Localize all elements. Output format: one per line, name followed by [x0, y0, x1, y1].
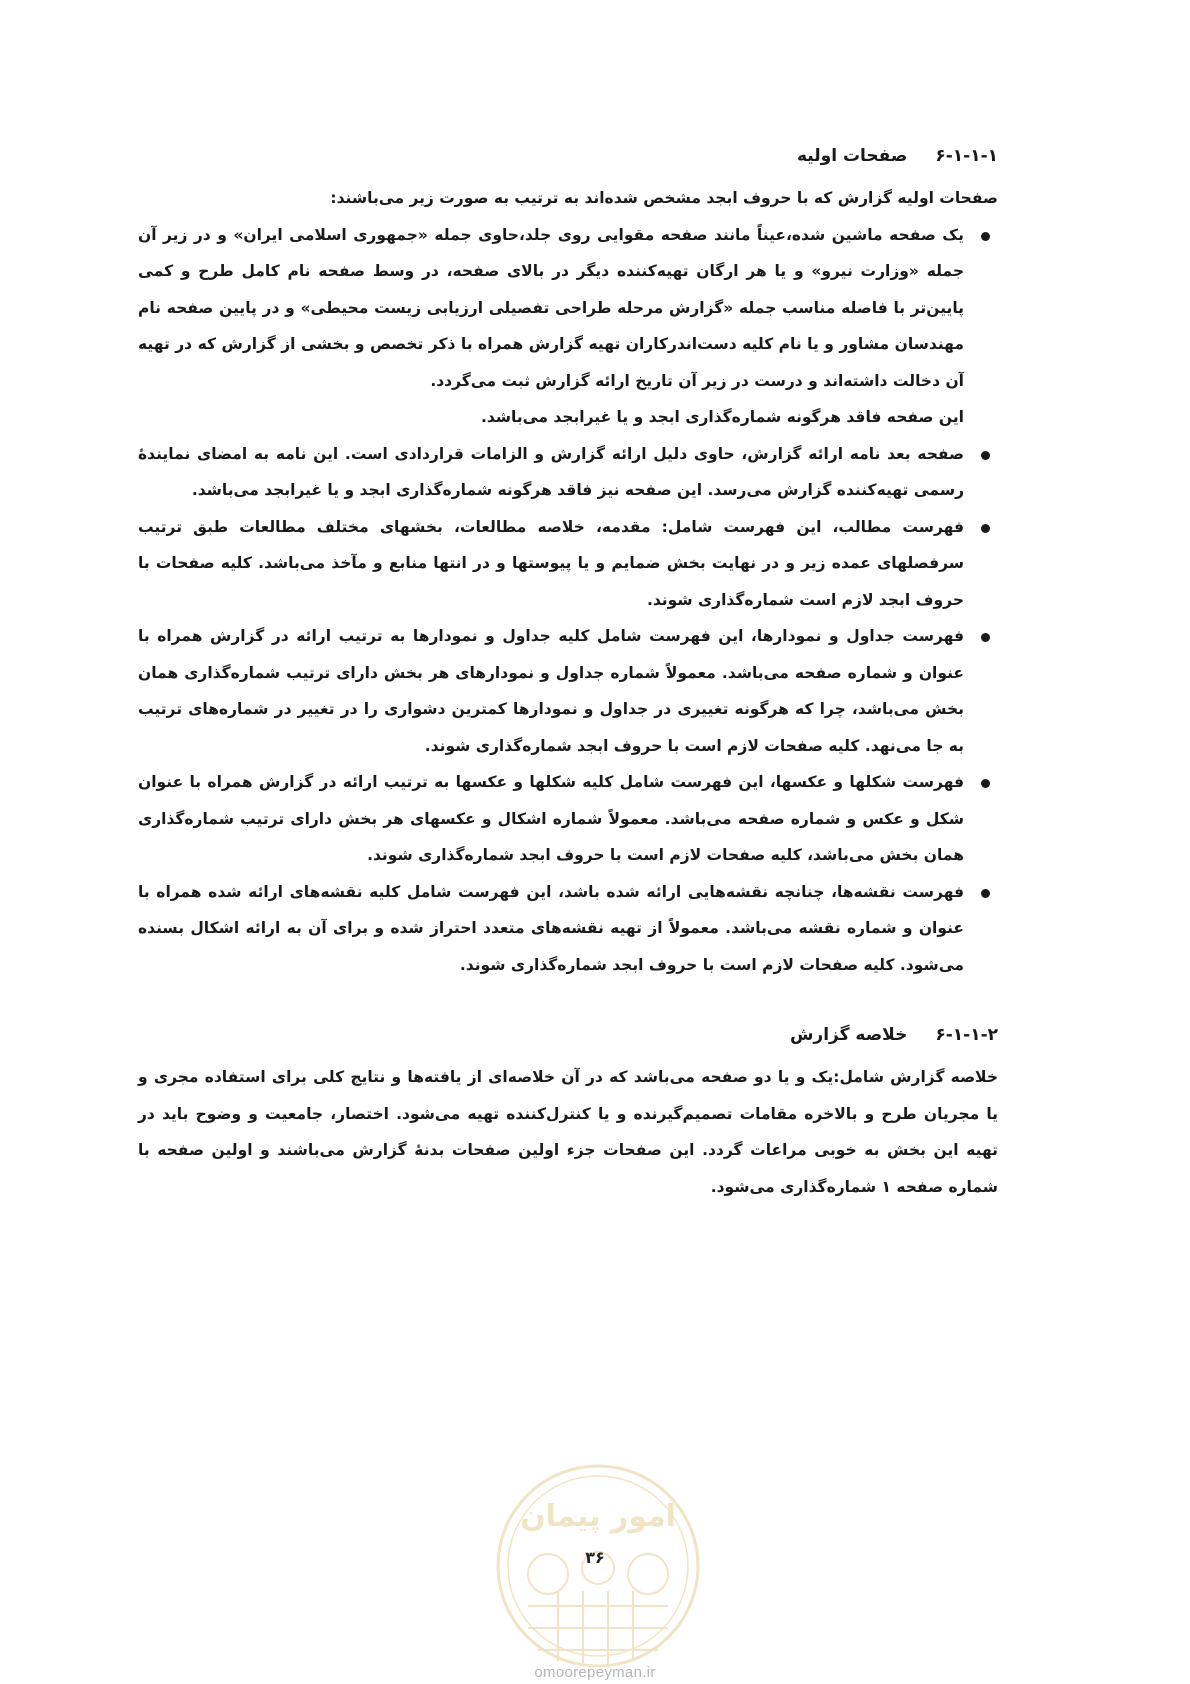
section-title: صفحات اولیه — [797, 146, 908, 166]
list-item-text: فهرست مطالب، این فهرست شامل: مقدمه، خلاصه مطالعات، بخشهای مختلف مطالعات طبق ترتیب سرفصلهای عمده زیر و در نهایت بخش ضمایم و یا پیوستها و در انتها منابع و مآخذ می‌باشد. کلیه صفحات با حروف ابجد لازم است شماره‌گذاری شوند. — [138, 517, 964, 609]
section-number: ۶-۱-۱-۲ — [935, 1025, 998, 1045]
section-heading-summary — [138, 1025, 998, 1045]
list-item-text: فهرست نقشه‌ها، چنانچه نقشه‌هایی ارائه شده باشد، این فهرست شامل کلیه نقشه‌های ارائه شده همراه با عنوان و شماره نقشه می‌باشد. معمولاً از تهیه نقشه‌های متعدد احتراز شده و برای آن به ارائه اشکال بسنده می‌شود. کلیه صفحات لازم است با حروف ابجد شماره‌گذاری شوند. — [138, 882, 964, 974]
list-item — [138, 217, 998, 436]
list-item — [138, 436, 998, 509]
list-item — [138, 509, 998, 619]
bullet-icon — [981, 524, 990, 533]
section-title: خلاصه گزارش — [789, 1025, 908, 1045]
page-number: ۳۶ — [585, 1548, 605, 1567]
list-item — [138, 874, 998, 984]
list-item-text: یک صفحه ماشین شده،عیناً مانند صفحه مقوایی روی جلد،حاوی جمله «جمهوری اسلامی ایران» و در زیر آن جمله «وزارت نیرو» و یا هر ارگان تهیه‌کننده دیگر در بالای صفحه، در وسط صفحه نام کامل طرح و کمی پایین‌تر با فاصله مناسب جمله «گزارش مرحله طراحی تفصیلی ارزیابی زیست محیطی» و در پایین صفحه نام مهندسان مشاور و یا نام کلیه دست‌اندرکاران تهیه گزارش همراه با ذکر تخصص و بخشی از گزارش که در تهیه آن دخالت داشته‌اند و درست در زیر آن تاریخ ارائه گزارش ثبت می‌گردد. — [138, 225, 964, 390]
section-body: خلاصه گزارش شامل:یک و یا دو صفحه می‌باشد که در آن خلاصه‌ای از یافته‌ها و نتایج کلی برای استفاده مجری و یا مجریان طرح و بالاخره مقامات تصمیم‌گیرنده و یا کنترل‌کننده تهیه می‌شود. اختصار، جامعیت و وضوح باید در تهیه این بخش به خوبی مراعات گردد. این صفحات جزء اولین صفحات بدنهٔ گزارش می‌باشند و اولین صفحه با شماره صفحه ۱ شماره‌گذاری می‌شود. — [138, 1068, 998, 1196]
list-item — [138, 618, 998, 764]
list-item-text: صفحه بعد نامه ارائه گزارش، حاوی دلیل ارائه گزارش و الزامات قراردادی است. این نامه به امضای نمایندهٔ رسمی تهیه‌کننده گزارش می‌رسد. این صفحه نیز فاقد هرگونه شماره‌گذاری ابجد و یا غیرابجد می‌باشد. — [138, 444, 964, 499]
section-intro: صفحات اولیه گزارش که با حروف ابجد مشخص شده‌اند به ترتیب به صورت زیر می‌باشند: — [330, 189, 998, 207]
bullet-icon — [981, 633, 990, 642]
section-report-summary — [138, 1025, 998, 1205]
bullet-icon — [981, 232, 990, 241]
list-item-text: فهرست جداول و نمودارها، این فهرست شامل کلیه جداول و نمودارها به ترتیب ارائه در گزارش همراه با عنوان و شماره صفحه می‌باشد. معمولاً شماره جداول و نمودارهای هر بخش دارای ترتیب شماره‌گذاری همان بخش می‌باشد، چرا که هرگونه تغییری در جداول و نمودارها کمترین دشواری را در تغییر در شماره‌های ترتیب به جا می‌نهد. کلیه صفحات لازم است با حروف ابجد شماره‌گذاری شوند. — [138, 627, 964, 755]
bullet-list — [138, 217, 998, 984]
bullet-icon — [981, 889, 990, 898]
section-heading-initial-pages — [138, 146, 998, 166]
list-item-text: فهرست شکلها و عکسها، این فهرست شامل کلیه شکلها و عکسها به ترتیب ارائه در گزارش همراه با عنوان شکل و عکس و شماره صفحه می‌باشد. معمولاً شماره اشکال و عکسهای هر بخش دارای ترتیب شماره‌گذاری همان بخش می‌باشد، کلیه صفحات لازم است با حروف ابجد شماره‌گذاری شوند. — [138, 773, 964, 864]
watermark-brand-text: امور پیمان — [520, 1499, 676, 1534]
section-number: ۶-۱-۱-۱ — [935, 146, 998, 166]
bullet-icon — [981, 779, 990, 788]
list-item — [138, 764, 998, 874]
bullet-icon — [981, 451, 990, 460]
page-content — [138, 146, 998, 1205]
list-item-note: این صفحه فاقد هرگونه شماره‌گذاری ابجد و یا غیرابجد می‌باشد. — [480, 408, 964, 426]
site-footer-url: omoorepeyman.ir — [534, 1664, 656, 1681]
